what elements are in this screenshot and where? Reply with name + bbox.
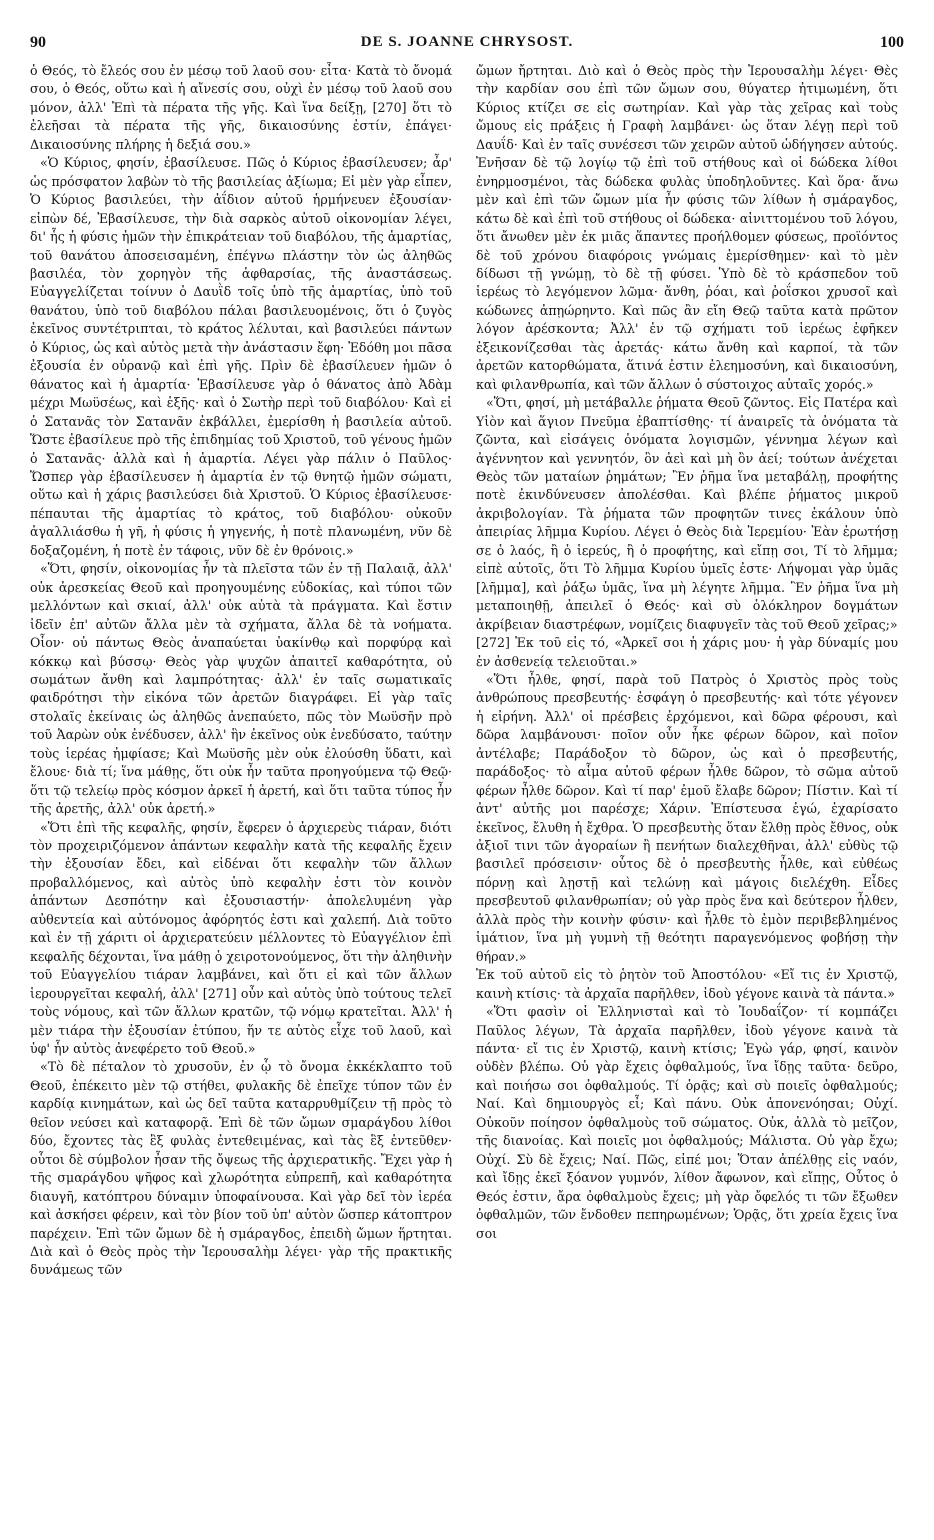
- section-heading: Ἐκ τοῦ αὐτοῦ εἰς τὸ ῥητὸν τοῦ Ἀποστόλου· «Εἴ τις ἐν Χριστῷ, καινὴ κτίσις· τὰ ἀρχαῖα παρῆλθεν, ἰδοὺ γέγονε καινὰ τὰ πάντα.»: [476, 967, 898, 1001]
- paragraph: «Ὁ Κύριος, φησίν, ἐβασίλευσε. Πῶς ὁ Κύριος ἐβασίλευσεν; ἆρ' ὡς πρόσφατον λαβὼν τὸ τῆς βασιλείας ἀξίωμα; Εἰ μὲν γὰρ εἶπεν, Ὁ Κύριος βασιλεύει, τὴν ἀΐδιον αὐτοῦ ἡρμήνευεν ἐξουσίαν· εἰπὼν δέ, Ἐβασίλευσε, τὴν διὰ σαρκὸς αὐτοῦ οἰκονομίαν λέγει, δι' ἧς ἡ φύσις ἡμῶν τὴν ἐπικράτειαν τοῦ διαβόλου, τῆς ἁμαρτίας, τοῦ θανάτου ἀποσεισαμένη, ἐπέγνω πλάστην τὸν ὡς ἀληθῶς βασιλέα, τὸν χορηγὸν τῆς ἀφθαρσίας, τῆς ἀναστάσεως. Εὐαγγελίζεται τοίνυν ὁ Δαυῒδ τοῖς ὑπὸ τῆς ἁμαρτίας, ὑπὸ τοῦ θανάτου, ὑπὸ τοῦ διαβόλου πάλαι βασιλευομένοις, ὅτι ὁ ζυγὸς ἐκεῖνος συντέτριπται, τὸ κράτος λέλυται, καὶ βασιλεύει πάντων ὁ Κύριος, ὡς καὶ αὐτὸς μετὰ τὴν ἀνάστασιν ἔφη· Ἐδόθη μοι πᾶσα ἐξουσία ἐν οὐρανῷ καὶ ἐπὶ γῆς. Πρὶν δὲ ἐβασίλευεν ἡμῶν ὁ θάνατος καὶ ἡ ἁμαρτία· Ἐβασίλευσε γὰρ ὁ θάνατος ἀπὸ Ἀδὰμ μέχρι Μωϋσέως, καὶ ἑξῆς· καὶ ὁ Σωτὴρ περὶ τοῦ διαβόλου· Καὶ εἰ ὁ Σατανᾶς τὸν Σατανᾶν ἐκβάλλει, ἐμερίσθη ἡ βασιλεία αὐτοῦ. Ὥστε ἐβασίλευε πρὸ τῆς ἐπιδημίας τοῦ Χριστοῦ, τοῦ γένους ἡμῶν ὁ Σατανᾶς· ἀλλὰ καὶ ἡ ἁμαρτία. Λέγει γὰρ πάλιν ὁ Παῦλος· Ὥσπερ γὰρ ἐβασίλευσεν ἡ ἁμαρτία ἐν τῷ θνητῷ ἡμῶν σώματι, οὕτω καὶ ἡ χάρις βασιλεύσει διὰ Χριστοῦ. Ὁ Κύριος ἐβασίλευσε· πέπαυται τῆς ἁμαρτίας τὸ κράτος, τοῦ διαβόλου· οὐκοῦν ἀγαλλιάσθω ἡ γῆ, ἡ φύσις ἡ γηγενής, ἡ ποτὲ πλανωμένη, νῦν δὲ δοξαζομένη, ἡ ποτὲ ἐν τάφοις, νῦν δὲ ἐν θρόνοις.»: [30, 155, 452, 558]
- running-title: DE S. JOANNE CHRYSOST.: [360, 34, 574, 50]
- paragraph: «Ὅτι ἐπὶ τῆς κεφαλῆς, φησίν, ἔφερεν ὁ ἀρχιερεὺς τιάραν, διότι τὸν προχειριζόμενον ἁπάντων κεφαλὴν κατὰ τῆς κεφαλῆς ἔχειν τὴν ἐξουσίαν ἔδει, καὶ εἰδέναι ὅτι κεφαλὴν τῶν ἄλλων προβαλλόμενος, καὶ αὐτὸς ὑπὸ κεφαλὴν ἐστι τὸν κοινὸν ἁπάντων Δεσπότην καὶ ἐξουσιαστήν· ἀπολελυμένη γὰρ αὐθεντεία καὶ αὐτόνομος ἀφόρητός ἐστι καὶ χαλεπή. Διὰ τοῦτο καὶ ἐν τῇ χάριτι οἱ ἀρχιερατεύειν μέλλοντες τὸ Εὐαγγέλιον ἐπὶ κεφαλῆς δέχονται, ἵνα μάθῃ ὁ χειροτονούμενος, ὅτι τὴν ἀληθινὴν τοῦ Εὐαγγελίου τιάραν λαμβάνει, καὶ ὅτι εἰ καὶ τῶν ἄλλων ἱερουργεῖται κεφαλή, ἀλλ' [271] οὖν καὶ αὐτὸς ὑπὸ τούτους τελεῖ τοὺς νόμους, καὶ τῶν ἄλλων κρατῶν, τῷ νόμῳ κρατεῖται. Ἀλλ' ἡ μὲν τιάρα τὴν ἐξουσίαν ἐτύπου, ἥν τε αὐτὸς εἶχε τοῦ λαοῦ, καὶ ὑφ' ἧν αὐτὸς ἀνεφέρετο τοῦ Θεοῦ.»: [30, 819, 452, 1057]
- paragraph: «Ὅτι φασὶν οἱ Ἑλληνισταὶ καὶ τὸ Ἰουδαΐζον· τί κομπάζει Παῦλος λέγων, Τὰ ἀρχαῖα παρῆλθεν, ἰδοὺ γέγονε καινὰ τὰ πάντα· εἴ τις ἐν Χριστῷ, καινὴ κτίσις; Ἐγὼ γάρ, φησί, καινὸν οὐδὲν βλέπω. Οὐ γὰρ ἔχεις ὀφθαλμούς, ἵνα ἴδῃς ταῦτα· δεῦρο, καὶ ποιήσω σοι ὀφθαλμούς. Τί ὁρᾷς; καὶ σὺ ποιεῖς ὀφθαλμούς; Ναί. Καὶ δημιουργὸς εἶ; Καὶ πάνυ. Οὐκ ἀπονενόησαι; Οὐχί. Οὐκοῦν ποίησον ὀφθαλμοὺς τοῦ σώματος. Οὐκ, ἀλλὰ τὸ μεῖζον, τῆς διανοίας. Καὶ ποιεῖς μοι ὀφθαλμούς; Μάλιστα. Οὐ γὰρ ἔχω; Οὐχί. Σὺ δὲ ἔχεις; Ναί. Πῶς, εἰπέ μοι; Ὅταν ἀπέλθῃς εἰς ναόν, καὶ ἴδῃς ἐκεῖ ξόανον γυμνόν, λίθον ἄφωνον, καὶ εἴπῃς, Οὗτος ὁ Θεός ἐστιν, ἄρα ὀφθαλμοὺς ἔχεις; μὴ γὰρ ὄφελός τι τῶν ἔξωθεν ὀφθαλμῶν, τῶν ἔνδοθεν πεπηρωμένων; Ὁρᾷς, ὅτι χρεία ἔχεις ἵνα σοι: [476, 1004, 898, 1241]
- paragraph: ὁ Θεός, τὸ ἔλεός σου ἐν μέσῳ τοῦ λαοῦ σου· εἶτα· Κατὰ τὸ ὄνομά σου, ὁ Θεός, οὕτω καὶ ἡ αἴνεσίς σου, οὐχὶ ἐν μέσῳ τοῦ λαοῦ σου μόνον, ἀλλ' Ἐπὶ τὰ πέρατα τῆς γῆς. Καὶ ἵνα δείξῃ, [270] ὅτι τὸ ἐλεῆσαι τὰ πέρατα τῆς γῆς, δικαιοσύνης ἐστίν, ἐπάγει· Δικαιοσύνης πλήρης ἡ δεξιά σου.»: [30, 63, 452, 152]
- left-page-number: 90: [30, 34, 46, 51]
- section-heading: [272] Ἐκ τοῦ εἰς τό, «Ἀρκεῖ σοι ἡ χάρις μου· ἡ γὰρ δύναμίς μου ἐν ἀσθενείᾳ τελειοῦται.»: [476, 635, 898, 669]
- left-column: [30, 62, 452, 1528]
- paragraph: ὤμων ἤρτηται. Διὸ καὶ ὁ Θεὸς πρὸς τὴν Ἱερουσαλὴμ λέγει· Θὲς τὴν καρδίαν σου ἐπὶ τῶν ὤμων σου, θύγατερ ἠτιμωμένη, ὅτι Κύριος κτίζει σε εἰς σωτηρίαν. Καὶ γὰρ τὰς χεῖρας καὶ τοὺς ὤμους εἰς πράξεις ἡ Γραφὴ λαμβάνει· ὡς ὅταν λέγῃ περὶ τοῦ Δαυΐδ· Καὶ ἐν ταῖς συνέσεσι τῶν χειρῶν αὐτοῦ ὡδήγησεν αὐτούς. Ἐνῆσαν δὲ τῷ λογίῳ τῷ ἐπὶ τοῦ στήθους καὶ οἱ δώδεκα λίθοι ἐνηρμοσμένοι, τὰς δώδεκα φυλὰς ὑποδηλοῦντες. Καὶ ὅρα· ἄνω μὲν καὶ ἐπὶ τῶν ὤμων μία ἦν φύσις τῶν λίθων ἡ σμάραγδος, κάτω δὲ καὶ ἐπὶ τοῦ στήθους οἱ δώδεκα· αἰνιττομένου τοῦ λόγου, ὅτι ἄνωθεν μὲν ἐκ μιᾶς ἅπαντες προήλθομεν φύσεως, προϊόντος δὲ τοῦ χρόνου διαφόροις γνώμαις ἐμερίσθημεν· καὶ τὸ μὲν δίδωσι τῇ γνώμῃ, τὸ δὲ τῇ φύσει. Ὑπὸ δὲ τὸ κράσπεδον τοῦ ἱερέως τὸ λεγόμενον λῶμα· ἄνθη, ῥόαι, καὶ ῥοΐσκοι χρυσοῖ καὶ κώδωνες ἀπῃώρηντο. Καὶ πῶς ἂν εἴη Θεῷ ταῦτα κατὰ πρῶτον λόγον ἀρέσκοντα; Ἀλλ' ἐν τῷ σχήματι τοῦ ἱερέως ἐφῆκεν ἐξεικονίζεσθαι τὰς ἀρετάς· κάτω ἄνθη καὶ καρποί, τὰ τῶν ἀρετῶν κατορθώματα, ἅτινά ἐστιν ἐλεημοσύνη, καὶ δικαιοσύνη, καὶ φιλανθρωπία, καὶ τῶν ἄλλων ὁ σύστοιχος αὐταῖς χορός.»: [476, 63, 898, 392]
- paragraph: «Ὅτι ἦλθε, φησί, παρὰ τοῦ Πατρὸς ὁ Χριστὸς πρὸς τοὺς ἀνθρώπους πρεσβευτής· ἐσφάγη ὁ πρεσβευτής· καὶ τότε γέγονεν ἡ εἰρήνη. Ἀλλ' οἱ πρέσβεις ἐρχόμενοι, καὶ δῶρα φέρουσι, καὶ δῶρα λαμβάνουσι· ποῖον οὖν ἧκε φέρων δῶρον, καὶ ποῖον ἀντέλαβε; Παράδοξον τὸ δῶρον, ὡς καὶ ὁ πρεσβευτής, παράδοξος· τὸ αἷμα αὐτοῦ φέρων ἦλθε δῶρον, τὸ σῶμα αὐτοῦ φέρων ἦλθε δῶρον. Καὶ τί παρ' ἐμοῦ ἔλαβε δῶρον; Πίστιν. Καὶ τί ἀντ' αὐτῆς μοι παρέσχε; Χάριν. Ἐπίστευσα ἐγώ, ἐχαρίσατο ἐκεῖνος, ἔλυθη ἡ ἔχθρα. Ὁ πρεσβευτὴς ὅταν ἔλθῃ πρὸς ἔθνος, οὐκ ἀξιοῖ τινι τῶν ἀγοραίων ἢ πενήτων διαλεχθῆναι, ἀλλ' εὐθὺς τῷ βασιλεῖ πρόσεισιν· οὗτος δὲ ὁ πρεσβευτὴς ἦλθε, καὶ εὐθέως πόρνῃ καὶ λῃστῇ καὶ τελώνῃ καὶ μάγοις διελέχθη. Εἶδες πρεσβευτοῦ φιλανθρωπίαν; οὐ γὰρ πρὸς ἕνα καὶ δεύτερον ἦλθεν, ἀλλὰ πρὸς τὴν κοινὴν φύσιν· καὶ ἦλθε τὸ ἐμὸν περιβεβλημένος ἱμάτιον, ἵνα μὴ γυμνὴ τῇ θεότητι παραγενόμενος φοβήσῃ τὴν θήραν.»: [476, 671, 898, 964]
- paragraph: «Ὅτι, φησίν, οἰκονομίας ἦν τὰ πλεῖστα τῶν ἐν τῇ Παλαιᾷ, ἀλλ' οὐκ ἀρεσκείας Θεοῦ καὶ προηγουμένης εὐδοκίας, καὶ τύποι τῶν μελλόντων καὶ σκιαί, ἀλλ' οὐκ αὐτὰ τὰ πράγματα. Καὶ ἔστιν ἰδεῖν ἐπ' αὐτῶν ἄλλα μὲν τὰ σχήματα, ἄλλα δὲ τὰ νοήματα. Οἷον· οὐ πάντως Θεὸς ἀναπαύεται ὑακίνθῳ καὶ πορφύρᾳ καὶ κόκκῳ καὶ βύσσῳ· Θεὸς γὰρ ψυχῶν ἀπαιτεῖ καθαρότητα, οὐ σωμάτων ἄνθη καὶ λαμπρότητας· ἀλλ' ἐν ταῖς σωματικαῖς φαιδρότησι τὴν εἰκόνα τῶν ἀρετῶν διαγράφει. Εἰ γὰρ ταῖς στολαῖς ἐκείναις ὡς ἀληθῶς ἀνεπαύετο, πῶς τὸν Μωϋσῆν πρὸ τοῦ Ἀαρὼν οὐκ ἐνέδυσεν, ἀλλ' ἣν ἐκεῖνος οὐκ ἐνεδύσατο, ταύτην τοὺς ἱερέας ἠμφίασε; Καὶ Μωϋσῆς μὲν οὐκ ἐλούσθη ὕδατι, καὶ ἔλουε· διὰ τί; ἵνα μάθῃς, ὅτι οὐκ ἦν ταῦτα προηγούμενα τῷ Θεῷ· ὅτι τῷ τελείῳ πρὸς κόσμον ἀρκεῖ ἡ ἀρετή, καὶ ὅτι ταῦτα τύπος ἦν τῆς ἀρετῆς, ἀλλ' οὐκ ἀρετή.»: [30, 561, 452, 817]
- right-column: [476, 62, 898, 1528]
- page-header: [30, 34, 904, 56]
- right-page-number: 100: [880, 34, 904, 51]
- paragraph: «Ὅτι, φησί, μὴ μετάβαλλε ῥήματα Θεοῦ ζῶντος. Εἰς Πατέρα καὶ Υἱὸν καὶ ἅγιον Πνεῦμα ἐβαπτίσθης· τί ἀναιρεῖς τὰ ὀνόματα τὰ ζῶντα, καὶ εἰσάγεις ὀνόματα λογισμῶν, γέννημα λέγων καὶ ἀγέννητον καὶ γεννητόν, ὃν ἀεὶ καὶ μὴ ὂν ἀεί; τούτων ἀνέχεται Θεὸς τῶν ματαίων ῥημάτων; Ἓν ῥῆμα ἵνα μεταβάλῃ, προφήτης ποτὲ ἐκινδύνευσεν ἀπολέσθαι. Καὶ βλέπε ῥήματος μικροῦ ἀκριβολογίαν. Τὰ ῥήματα τῶν προφητῶν τινες ἐκάλουν ὑπὸ ἀπειρίας λῆμμα Κυρίου. Λέγει ὁ Θεὸς διὰ Ἱερεμίου· Ἐὰν ἐρωτήσῃ σε ὁ λαός, ἢ ὁ ἱερεύς, ἢ ὁ προφήτης, καὶ εἴπῃ σοι, Τί τὸ λῆμμα; εἰπὲ αὐτοῖς, ὅτι Τὸ λῆμμα Κυρίου ὑμεῖς ἐστε· Λήψομαι γὰρ ὑμᾶς [λῆμμα], καὶ ῥάξω ὑμᾶς, ἵνα μὴ λέγητε λῆμμα. Ἓν ῥῆμα ἵνα μὴ μεταποιηθῇ, ἀπειλεῖ ὁ Θεός· καὶ σὺ ὁλόκληρον δογμάτων ἀκρίβειαν διαστρέφων, νομίζεις διαφυγεῖν τὰς τοῦ Θεοῦ χεῖρας;»: [476, 395, 898, 632]
- paragraph: «Τὸ δὲ πέταλον τὸ χρυσοῦν, ἐν ᾧ τὸ ὄνομα ἐκκέκλαπτο τοῦ Θεοῦ, ἐπέκειτο μὲν τῷ στήθει, φυλακῆς δὲ ἐπεῖχε τύπον τῶν ἐν καρδίᾳ κινημάτων, καὶ ὡς δεῖ ταῦτα καταρρυθμίζειν τῇ πρὸς τὸ θεῖον νεύσει καὶ καταφορᾷ. Ἐπὶ δὲ τῶν ὤμων σμαράγδου λίθοι δύο, ἔχοντες τὰς ἓξ φυλὰς ἐντεθειμένας, καὶ τὰς ἓξ ἐντεῦθεν· οὗτοι δὲ σύμβολον ἦσαν τῆς ὄψεως τῆς ἀρχιερατικῆς. Ἔχει γὰρ ἡ τῆς σμαράγδου ψῆφος καὶ χλωρότητα εὐπρεπῆ, καὶ καθαρότητα διαυγῆ, κατόπτρου δύναμιν ὑποφαίνουσα. Καὶ γὰρ δεῖ τὸν ἱερέα καὶ ἀσκήσει φέρειν, καὶ τὸν βίον τοῦ ὑπ' αὐτὸν ὥσπερ κάτοπτρον παρέχειν. Ἐπὶ τῶν ὤμων δὲ ἡ σμάραγδος, ἐπειδὴ ὤμων ἥρτηται. Διὰ καὶ ὁ Θεὸς πρὸς τὴν Ἱερουσαλὴμ λέγει· γὰρ τῆς πρακτικῆς δυνάμεως τῶν: [30, 1059, 452, 1278]
